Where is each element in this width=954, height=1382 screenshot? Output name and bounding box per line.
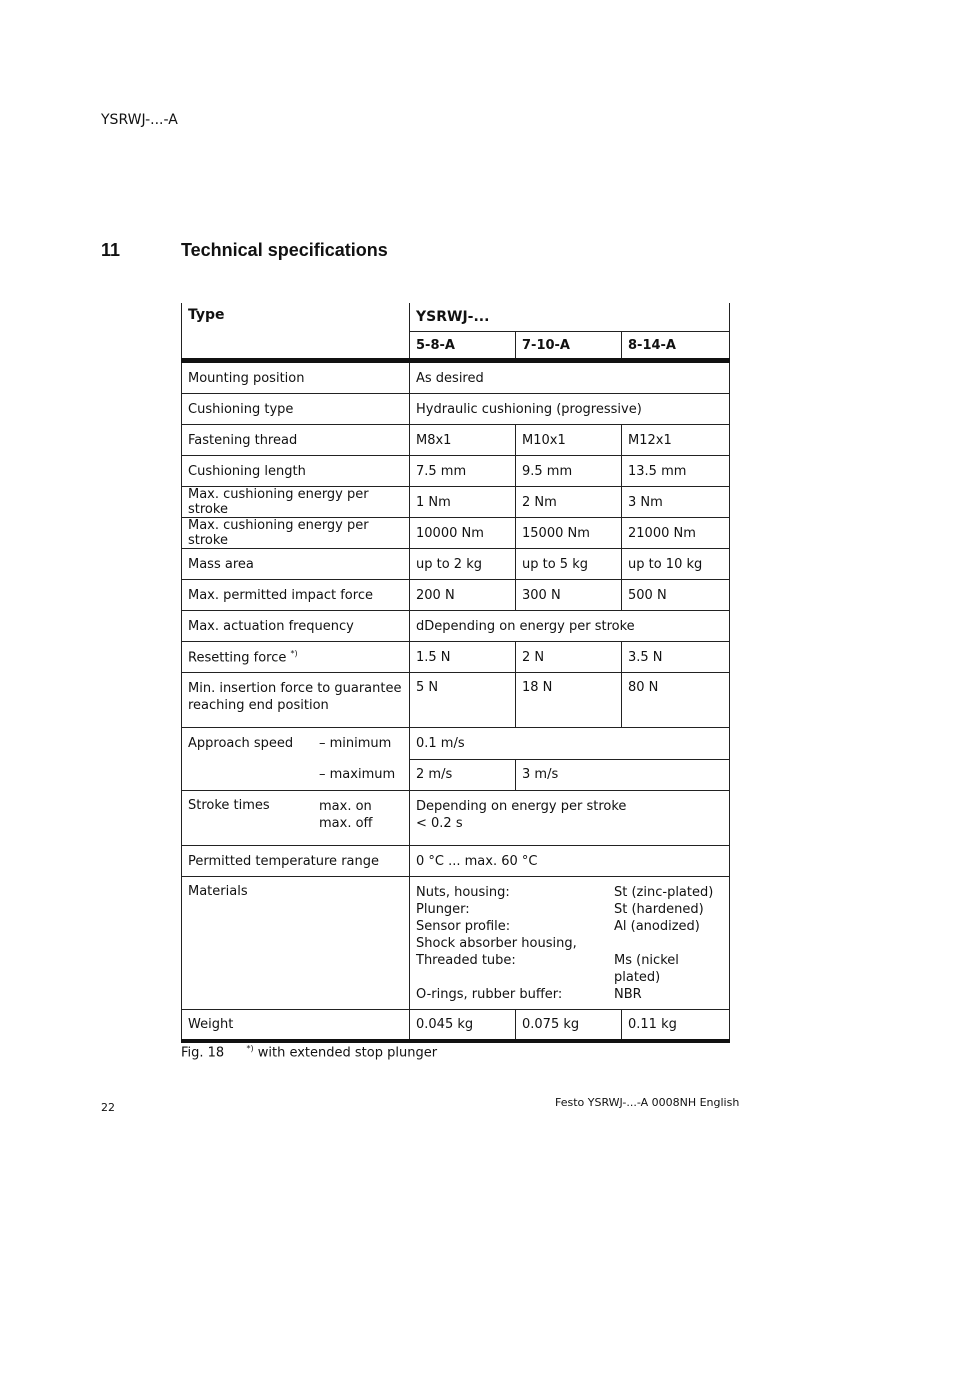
cell-value: M8x1 — [410, 425, 516, 456]
footnote-text: with extended stop plunger — [257, 1045, 438, 1061]
cell-value: M10x1 — [516, 425, 622, 456]
row-label: Mass area — [182, 549, 410, 580]
material-name: plated) — [614, 970, 661, 985]
row-value: 0 °C ... max. 60 °C — [410, 846, 730, 877]
cell-value: 9.5 mm — [516, 456, 622, 487]
section-number: 11 — [101, 240, 121, 260]
cell-value: 0.075 kg — [516, 1010, 622, 1042]
cell-value: 15000 Nm — [516, 518, 622, 549]
row-label: Max. actuation frequency — [182, 611, 410, 642]
technical-specifications-table — [181, 303, 730, 1043]
material-name: Al (anodized) — [614, 919, 700, 934]
cell-value: 10000 Nm — [410, 518, 516, 549]
cell-value: 2 m/s — [410, 759, 516, 791]
row-value — [410, 791, 730, 846]
cell-value: 7.5 mm — [410, 456, 516, 487]
document-footer: Festo YSRWJ-...-A 0008NH English — [555, 1096, 740, 1109]
row-label: Cushioning length — [182, 456, 410, 487]
cell-value: M12x1 — [622, 425, 730, 456]
row-value: As desired — [410, 361, 730, 394]
label-line: reaching end position — [188, 698, 329, 713]
resetting-force-label: Resetting force — [188, 650, 287, 666]
table-row — [182, 456, 730, 487]
stroke-value: < 0.2 s — [416, 816, 463, 831]
materials-list — [410, 877, 730, 1010]
row-label — [182, 728, 410, 791]
section-title: Technical specifications — [181, 240, 388, 260]
cell-value: 3.5 N — [622, 642, 730, 673]
cell-value: 2 N — [516, 642, 622, 673]
material-part: Nuts, housing: — [416, 885, 510, 900]
material-part: Threaded tube: — [416, 953, 516, 968]
cell-value: 200 N — [410, 580, 516, 611]
variant-header: 8-14-A — [622, 332, 730, 361]
cell-value: 3 m/s — [516, 759, 730, 791]
stroke-value: Depending on energy per stroke — [416, 799, 627, 814]
row-label: Cushioning type — [182, 394, 410, 425]
cell-value: 300 N — [516, 580, 622, 611]
approach-speed-label: Approach speed — [188, 736, 294, 751]
row-label: Permitted temperature range — [182, 846, 410, 877]
row-label: Max. cushioning energy per stroke — [182, 487, 410, 518]
stroke-times-label: Stroke times — [188, 798, 270, 813]
material-name — [614, 935, 724, 952]
material-part: Shock absorber housing, — [416, 936, 577, 951]
table-row — [182, 518, 730, 549]
stroke-sublabel: max. off — [319, 816, 373, 831]
row-label: Mounting position — [182, 361, 410, 394]
table-row — [182, 791, 730, 846]
material-name: Ms (nickel — [614, 953, 679, 968]
label-line: Min. insertion force to guarantee — [188, 681, 402, 696]
cell-value: 80 N — [622, 673, 730, 728]
material-part — [416, 969, 614, 986]
table-row — [182, 487, 730, 518]
cell-value: 13.5 mm — [622, 456, 730, 487]
footnote-mark: *) — [246, 1044, 254, 1053]
row-label: Weight — [182, 1010, 410, 1042]
variant-header: 5-8-A — [410, 332, 516, 361]
material-name: NBR — [614, 987, 642, 1002]
cell-value: 21000 Nm — [622, 518, 730, 549]
table-row — [182, 1010, 730, 1042]
table-row — [182, 673, 730, 728]
table-row — [182, 549, 730, 580]
type-header: Type — [182, 303, 410, 361]
table-row — [182, 877, 730, 1010]
cell-value: 5 N — [410, 673, 516, 728]
approach-max-label: – maximum — [319, 767, 396, 782]
table-row — [182, 361, 730, 394]
row-value: Hydraulic cushioning (progressive) — [410, 394, 730, 425]
cell-value: 500 N — [622, 580, 730, 611]
row-label — [182, 673, 410, 728]
cell-value: 1.5 N — [410, 642, 516, 673]
table-row — [182, 642, 730, 673]
figure-caption — [181, 1044, 437, 1060]
material-part: O-rings, rubber buffer: — [416, 987, 563, 1002]
table-row — [182, 394, 730, 425]
row-label: Max. permitted impact force — [182, 580, 410, 611]
footnote-mark: *) — [290, 648, 298, 658]
page-number: 22 — [101, 1101, 115, 1114]
table-row — [182, 846, 730, 877]
approach-min-label: – minimum — [319, 736, 392, 751]
cell-value: 0.11 kg — [622, 1010, 730, 1042]
materials-grid — [416, 884, 723, 1003]
row-value: dDepending on energy per stroke — [410, 611, 730, 642]
cell-value: 3 Nm — [622, 487, 730, 518]
table-row — [182, 728, 730, 760]
model-header: YSRWJ-... — [410, 303, 730, 332]
stroke-sublabel: max. on — [319, 799, 372, 814]
row-label: Fastening thread — [182, 425, 410, 456]
table-row — [182, 580, 730, 611]
material-name: St (hardened) — [614, 902, 704, 917]
table-header-row — [182, 303, 730, 332]
document-code-header: YSRWJ-...-A — [101, 112, 178, 128]
row-value: 0.1 m/s — [410, 728, 730, 760]
stroke-sublabels — [319, 798, 403, 832]
material-part: Plunger: — [416, 902, 470, 917]
row-label — [182, 791, 410, 846]
cell-value: 18 N — [516, 673, 622, 728]
cell-value: up to 2 kg — [410, 549, 516, 580]
table-row — [182, 611, 730, 642]
row-label: Max. cushioning energy per stroke — [182, 518, 410, 549]
material-name: St (zinc-plated) — [614, 885, 714, 900]
row-label: Materials — [182, 877, 410, 1010]
cell-value: 0.045 kg — [410, 1010, 516, 1042]
table-row — [182, 425, 730, 456]
cell-value: up to 10 kg — [622, 549, 730, 580]
cell-value: 1 Nm — [410, 487, 516, 518]
material-part: Sensor profile: — [416, 919, 511, 934]
cell-value: 2 Nm — [516, 487, 622, 518]
cell-value: up to 5 kg — [516, 549, 622, 580]
figure-number: Fig. 18 — [181, 1045, 225, 1061]
variant-header: 7-10-A — [516, 332, 622, 361]
row-label — [182, 642, 410, 673]
